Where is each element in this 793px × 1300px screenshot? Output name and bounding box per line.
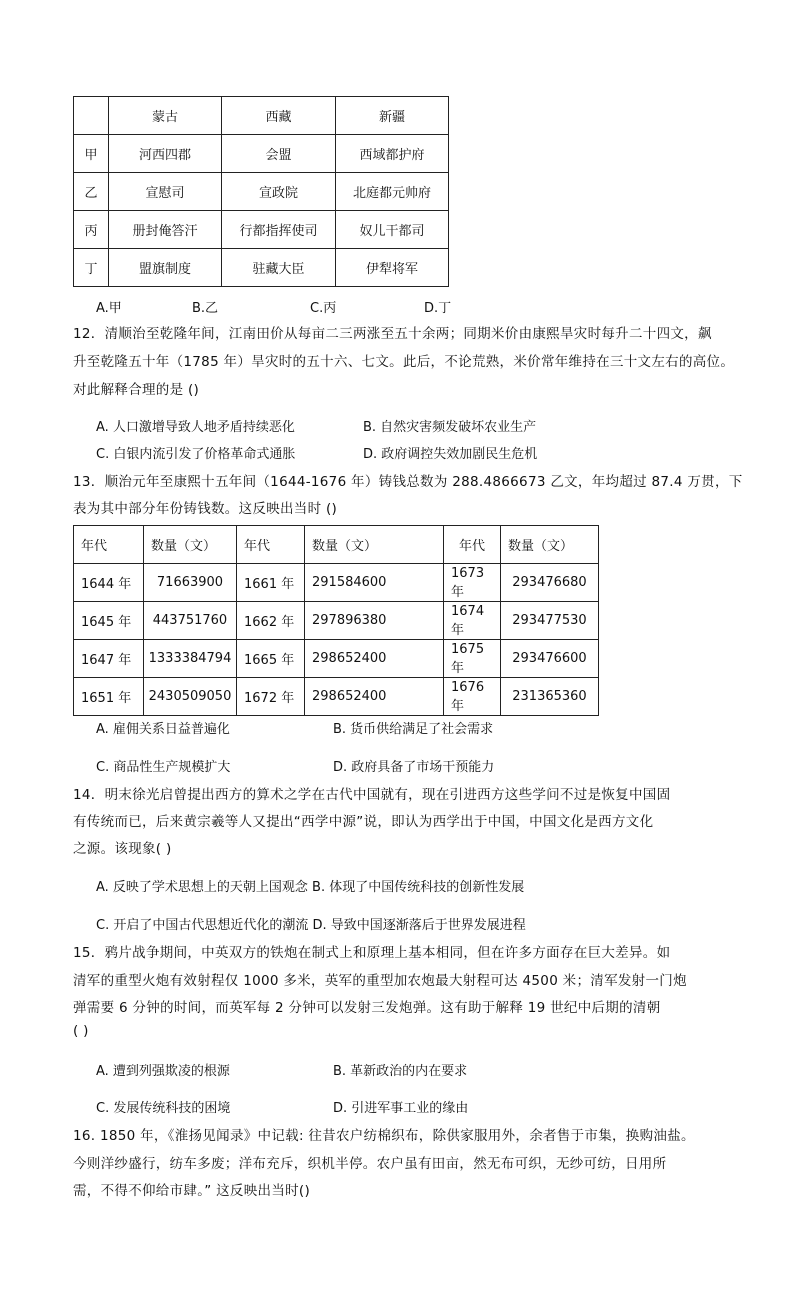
- option-a: A.甲: [96, 301, 122, 316]
- question-16-line-1: 16. 1850 年，《淮扬见闻录》中记载: 往昔农户纺棉织布，除供家服用外，余者售于市集，换购油盐。: [73, 1128, 695, 1144]
- table-cell: 1662 年: [237, 602, 305, 640]
- table-cell: 1665 年: [237, 640, 305, 678]
- table-cell: 宣政院: [222, 173, 336, 211]
- table-cell: 北庭都元帅府: [336, 173, 449, 211]
- table-cell: 宣慰司: [109, 173, 222, 211]
- table-cell: 1644 年: [74, 564, 144, 602]
- table-cell: 1673 年: [444, 564, 501, 602]
- question-12-line-1: 12．清顺治至乾隆年间，江南田价从每亩二三两涨至五十余两；同期米价由康熙旱灾时每升二十四文，飙: [73, 326, 712, 342]
- table-cell: 伊犁将军: [336, 249, 449, 287]
- table-row: [74, 678, 599, 716]
- option-c: C.丙: [310, 301, 337, 316]
- table-header-cell: 西藏: [222, 97, 336, 135]
- question-15-line-2: 清军的重型火炮有效射程仅 1000 多米，英军的重型加农炮最大射程可达 4500 米；清军发射一门炮: [73, 973, 687, 989]
- table-header-cell: 数量（文）: [144, 526, 237, 564]
- table-cell: 1675 年: [444, 640, 501, 678]
- table-cell: 1645 年: [74, 602, 144, 640]
- table-cell: 乙: [74, 173, 109, 211]
- option-a-b: A. 反映了学术思想上的天朝上国观念 B. 体现了中国传统科技的创新性发展: [96, 880, 525, 895]
- table-cell: 293476680: [501, 564, 599, 602]
- regions-table: [73, 96, 449, 287]
- table-header-cell: 数量（文）: [501, 526, 599, 564]
- table-row: [74, 173, 449, 211]
- option-d: D.丁: [424, 301, 452, 316]
- question-13-line-1: 13．顺治元年至康熙十五年间（1644-1676 年）铸钱总数为 288.4866673 乙文，年均超过 87.4 万贯，下: [73, 474, 743, 490]
- table-cell: [74, 97, 109, 135]
- question-15-line-1: 15．鸦片战争期间，中英双方的铁炮在制式上和原理上基本相同，但在许多方面存在巨大差异。如: [73, 945, 671, 961]
- table-row: [74, 135, 449, 173]
- table-cell: 298652400: [305, 678, 444, 716]
- table-cell: 西域都护府: [336, 135, 449, 173]
- table-cell: 231365360: [501, 678, 599, 716]
- option-c: C. 商品性生产规模扩大: [96, 760, 231, 775]
- question-14-line-2: 有传统而已，后来黄宗羲等人又提出“西学中源”说，即认为西学出于中国，中国文化是西方文化: [73, 814, 654, 830]
- table-row: [74, 640, 599, 678]
- table-cell: 2430509050: [144, 678, 237, 716]
- option-a: A. 遭到列强欺凌的根源: [96, 1064, 230, 1079]
- table-header-cell: 年代: [74, 526, 144, 564]
- option-d: D. 政府具备了市场干预能力: [333, 760, 495, 775]
- question-15-line-3: 弹需要 6 分钟的时间，而英军每 2 分钟可以发射三发炮弹。这有助于解释 19 世纪中后期的清朝: [73, 1000, 661, 1016]
- option-c-d: C. 开启了中国古代思想近代化的潮流 D. 导致中国逐渐落后于世界发展进程: [96, 918, 526, 933]
- table-row: [74, 211, 449, 249]
- table-header-cell: 年代: [237, 526, 305, 564]
- option-b: B.乙: [192, 301, 219, 316]
- option-b: B. 货币供给满足了社会需求: [333, 722, 494, 737]
- table-header-cell: 新疆: [336, 97, 449, 135]
- table-cell: 行都指挥使司: [222, 211, 336, 249]
- table-row: [74, 564, 599, 602]
- question-12-line-2: 升至乾隆五十年（1785 年）旱灾时的五十六、七文。此后，不论荒熟，米价常年维持在三十文左右的高位。: [73, 354, 735, 370]
- question-14-line-1: 14．明末徐光启曾提出西方的算术之学在古代中国就有，现在引进西方这些学问不过是恢复中国固: [73, 787, 671, 803]
- table-cell: 443751760: [144, 602, 237, 640]
- option-b: B. 革新政治的内在要求: [333, 1064, 468, 1079]
- table-cell: 293477530: [501, 602, 599, 640]
- table-cell: 1651 年: [74, 678, 144, 716]
- table-cell: 291584600: [305, 564, 444, 602]
- table-cell: 298652400: [305, 640, 444, 678]
- option-a: A. 人口激增导致人地矛盾持续恶化: [96, 420, 295, 435]
- table-cell: 1333384794: [144, 640, 237, 678]
- table-cell: 盟旗制度: [109, 249, 222, 287]
- question-16-line-2: 今则洋纱盛行，纺车多废；洋布充斥，织机半停。农户虽有田亩，然无布可织，无纱可纺，日用所: [73, 1156, 667, 1172]
- table-cell: 297896380: [305, 602, 444, 640]
- table-cell: 1661 年: [237, 564, 305, 602]
- table-header-cell: 年代: [444, 526, 501, 564]
- option-c: C. 发展传统科技的困境: [96, 1101, 231, 1116]
- option-a: A. 雇佣关系日益普遍化: [96, 722, 230, 737]
- option-d: D. 引进军事工业的缘由: [333, 1101, 469, 1116]
- table-cell: 奴儿干都司: [336, 211, 449, 249]
- coinage-table: [73, 525, 599, 716]
- table-header-cell: 数量（文）: [305, 526, 444, 564]
- question-15-line-4: ( ): [73, 1023, 89, 1039]
- table-cell: 71663900: [144, 564, 237, 602]
- table-cell: 1647 年: [74, 640, 144, 678]
- question-14-line-3: 之源。该现象( ): [73, 841, 172, 857]
- option-b: B. 自然灾害频发破坏农业生产: [363, 420, 537, 435]
- table-cell: 丁: [74, 249, 109, 287]
- table-cell: 1674 年: [444, 602, 501, 640]
- table-cell: 甲: [74, 135, 109, 173]
- question-12-line-3: 对此解释合理的是 (): [73, 382, 200, 398]
- table-cell: 册封俺答汗: [109, 211, 222, 249]
- question-16-line-3: 需，不得不仰给市肆。” 这反映出当时(): [73, 1183, 311, 1199]
- table-header-row: [74, 97, 449, 135]
- table-row: [74, 602, 599, 640]
- table-cell: 会盟: [222, 135, 336, 173]
- question-13-line-2: 表为其中部分年份铸钱数。这反映出当时 (): [73, 501, 338, 517]
- table-cell: 1676 年: [444, 678, 501, 716]
- table-cell: 1672 年: [237, 678, 305, 716]
- table-header-cell: 蒙古: [109, 97, 222, 135]
- table-cell: 驻藏大臣: [222, 249, 336, 287]
- table-cell: 293476600: [501, 640, 599, 678]
- option-d: D. 政府调控失效加剧民生危机: [363, 447, 538, 462]
- table-cell: 河西四郡: [109, 135, 222, 173]
- table-cell: 丙: [74, 211, 109, 249]
- option-c: C. 白银内流引发了价格革命式通胀: [96, 447, 296, 462]
- table-header-row: [74, 526, 599, 564]
- table-row: [74, 249, 449, 287]
